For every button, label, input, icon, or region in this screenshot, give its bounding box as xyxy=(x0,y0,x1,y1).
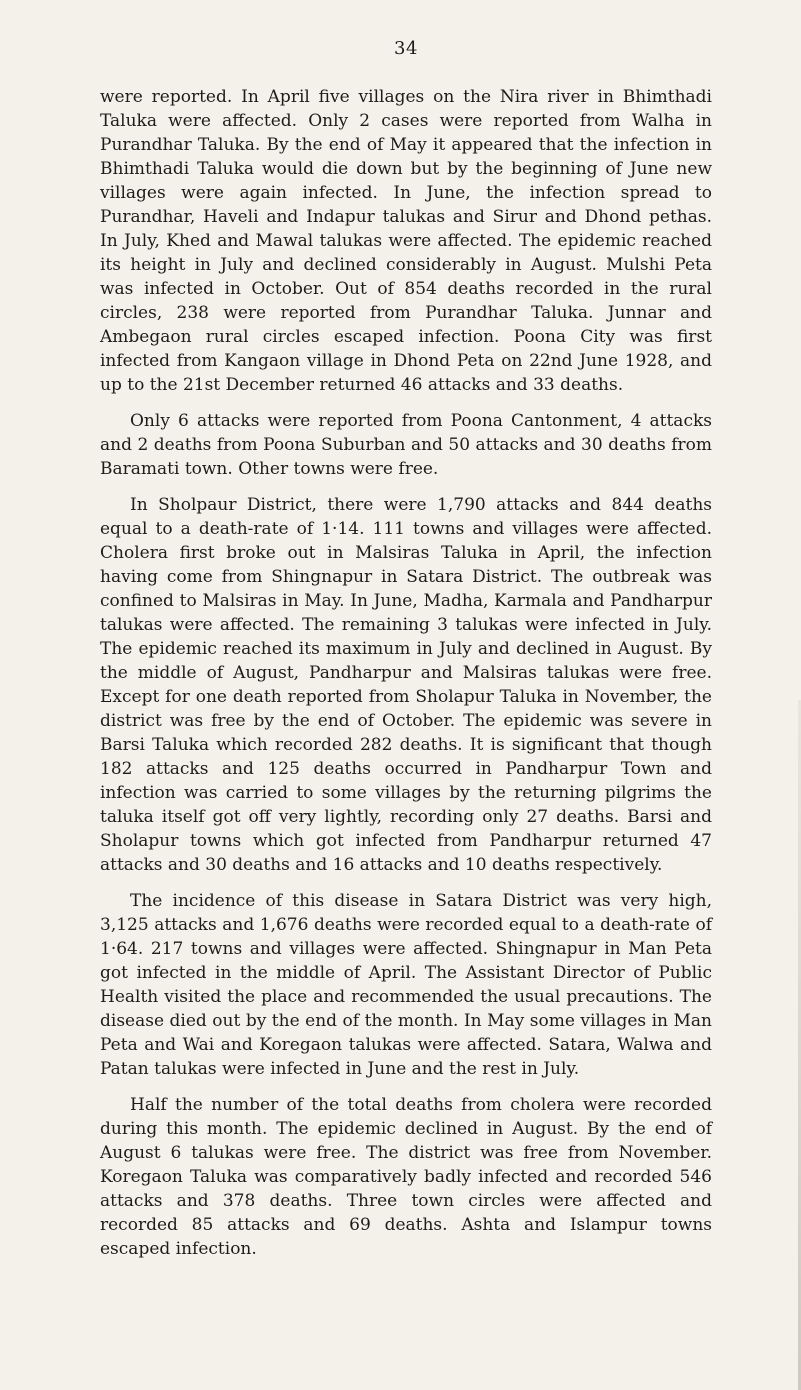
paragraph-satara-decline: Half the number of the total deaths from cholera were recorded during this month. The epidemic declined in August. By the end of August 6 talukas were free. The district was free from November. Koregaon Taluka was comparatively badly infected and recorded 546 attacks and 378 deaths. Three town circles were affected and recorded 85 attacks and 69 deaths. Ashta and Islampur towns escaped infection. xyxy=(100,1095,712,1259)
paragraph-sholapur: In Sholpaur District, there were 1,790 attacks and 844 deaths equal to a death-rate of 1·14. 111 towns and villages were affected. Cholera first broke out in Malsiras Taluka in April, the infection having come from Shingnapur in Satara District. The outbreak was confined to Malsiras in May. In June, Madha, Karmala and Pandharpur talukas were affected. The remaining 3 talukas were infected in July. The epidemic reached its maximum in July and declined in August. By the middle of August, Pandharpur and Malsiras talukas were free. Except for one death reported from Sholapur Taluka in November, the district was free by the end of October. The epidemic was severe in Barsi Taluka which recorded 282 deaths. It is significant that though 182 attacks and 125 deaths occurred in Pandharpur Town and infection was carried to some villages by the returning pilgrims the taluka itself got off very lightly, recording only 27 deaths. Barsi and Sholapur towns which got infected from Pandharpur returned 47 attacks and 30 deaths and 16 attacks and 10 deaths respectively. xyxy=(100,495,712,875)
document-page xyxy=(100,38,712,1273)
paragraph-satara: The incidence of this disease in Satara District was very high, 3,125 attacks and 1,676 deaths were recorded equal to a death-rate of 1·64. 217 towns and villages were affected. Shingnapur in Man Peta got infected in the middle of April. The Assistant Director of Public Health visited the place and recommended the usual precautions. The disease died out by the end of the month. In May some villages in Man Peta and Wai and Koregaon talukas were affected. Satara, Walwa and Patan talukas were infected in June and the rest in July. xyxy=(100,891,712,1079)
paragraph-poona-rural: were reported. In April five villages on the Nira river in Bhimthadi Taluka were affected. Only 2 cases were reported from Walha in Purandhar Taluka. By the end of May it appeared that the infection in Bhimthadi Taluka would die down but by the beginning of June new villages were again infected. In June, the infection spread to Purandhar, Haveli and Indapur talukas and Sirur and Dhond pethas. In July, Khed and Mawal talukas were affected. The epidemic reached its height in July and declined considerably in August. Mulshi Peta was infected in October. Out of 854 deaths recorded in the rural circles, 238 were reported from Purandhar Taluka. Junnar and Ambegaon rural circles escaped infection. Poona City was first infected from Kangaon village in Dhond Peta on 22nd June 1928, and up to the 21st December returned 46 attacks and 33 deaths. xyxy=(100,87,712,395)
paragraph-poona-towns: Only 6 attacks were reported from Poona Cantonment, 4 attacks and 2 deaths from Poona Suburban and 50 attacks and 30 deaths from Baramati town. Other towns were free. xyxy=(100,411,712,479)
page-number: 34 xyxy=(394,38,418,59)
